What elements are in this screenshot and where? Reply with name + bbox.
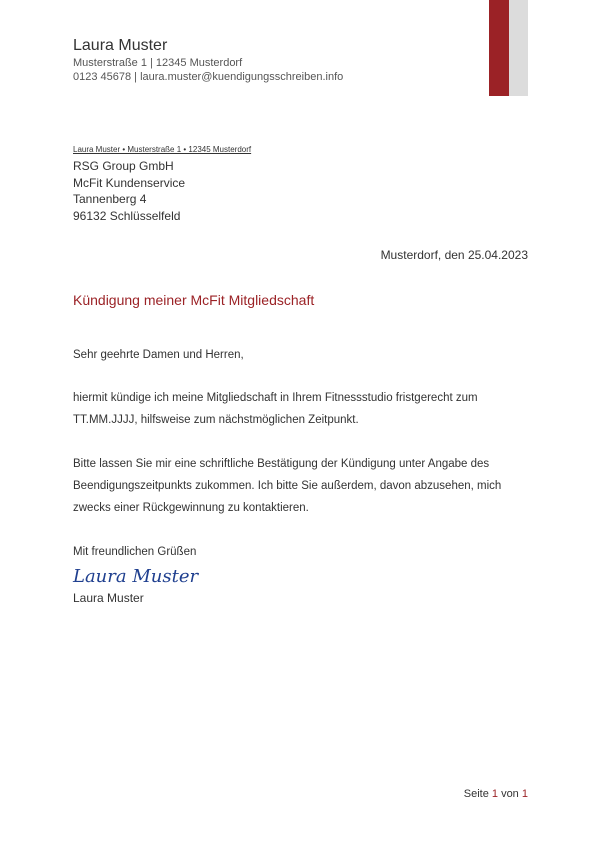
page-of-label: von <box>501 788 519 800</box>
sender-address: Musterstraße 1 | 12345 Musterdorf <box>73 57 243 69</box>
sender-block <box>73 36 343 84</box>
signer-name: Laura Muster <box>73 591 144 605</box>
body-paragraph-1: hiermit kündige ich meine Mitgliedschaft in Ihrem Fitnessstudio fristgerecht zum TT.MM.JJJJ, hilfsweise zum nächstmöglichen Zeitpunkt. <box>73 392 478 426</box>
return-address-line: Laura Muster • Musterstraße 1 • 12345 Musterdorf <box>73 145 252 154</box>
body-paragraph-2: Bitte lassen Sie mir eine schriftliche Bestätigung der Kündigung unter Angabe des Beendigungszeitpunkts zukommen. Ich bitte Sie außerdem, davon abzusehen, mich zwecks einer Rückgewinnung zu kontaktieren. <box>73 458 502 514</box>
sender-name: Laura Muster <box>73 37 168 54</box>
letter-date: Musterdorf, den 25.04.2023 <box>380 248 528 262</box>
page-label: Seite <box>463 788 489 800</box>
decorative-grey-bar <box>509 0 528 96</box>
recipient-block <box>73 158 185 224</box>
handwritten-signature: Laura Muster <box>73 566 199 587</box>
letter-subject: Kündigung meiner McFit Mitgliedschaft <box>73 292 315 308</box>
sender-contact: 0123 45678 | laura.muster@kuendigungsschreiben.info <box>73 71 344 83</box>
recipient-street: Tannenberg 4 <box>73 192 147 206</box>
salutation: Sehr geehrte Damen und Herren, <box>73 349 244 361</box>
recipient-city: 96132 Schlüsselfeld <box>73 208 181 223</box>
page-footer <box>464 787 528 801</box>
recipient-department: McFit Kundenservice <box>73 175 186 190</box>
recipient-company: RSG Group GmbH <box>73 159 174 173</box>
page-current-number: 1 <box>491 788 498 800</box>
closing-phrase: Mit freundlichen Grüßen <box>73 546 197 558</box>
page-total-number: 1 <box>521 788 528 800</box>
decorative-red-bar <box>489 0 509 96</box>
